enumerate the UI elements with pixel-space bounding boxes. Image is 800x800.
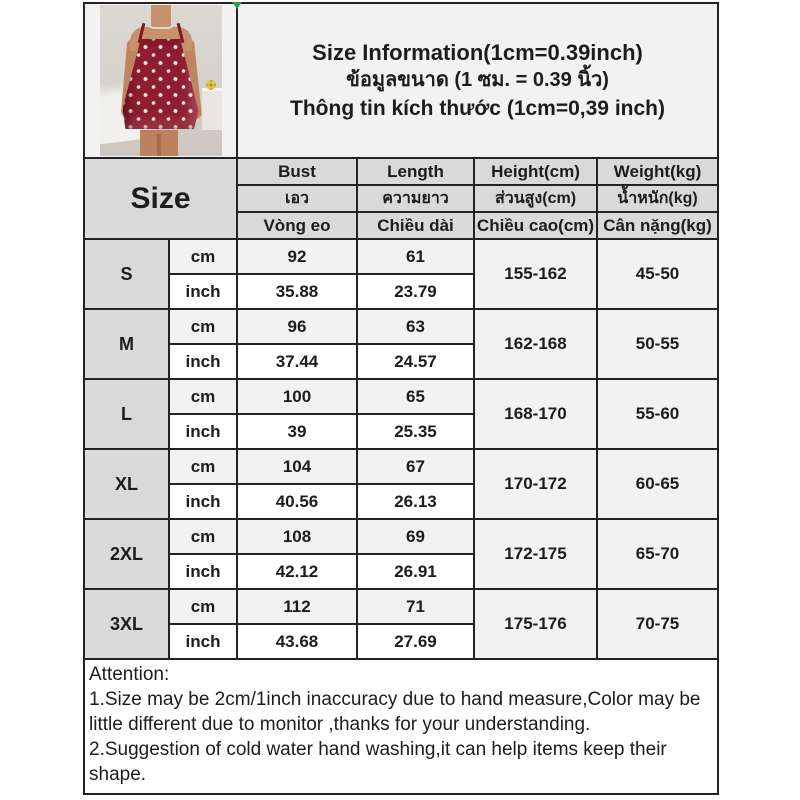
size-cell: XL <box>84 449 169 519</box>
height-range-value: 170-172 <box>474 449 597 519</box>
row-s-cm <box>84 239 718 274</box>
length-inch-value: 27.69 <box>357 624 474 659</box>
unit-cm-label: cm <box>169 449 237 484</box>
bust-header-vi: Vòng eo <box>237 212 357 239</box>
weight-header-th: น้ำหนัก(kg) <box>597 185 718 212</box>
length-inch-value: 24.57 <box>357 344 474 379</box>
height-range-value: 162-168 <box>474 309 597 379</box>
weight-range-value: 45-50 <box>597 239 718 309</box>
model-leg-shadow <box>157 134 161 156</box>
unit-inch-label: inch <box>169 274 237 309</box>
length-inch-value: 26.13 <box>357 484 474 519</box>
length-cm-value: 67 <box>357 449 474 484</box>
row-3xl-cm <box>84 589 718 624</box>
flowers-decoration <box>206 80 216 90</box>
unit-inch-label: inch <box>169 344 237 379</box>
row-m-cm <box>84 309 718 344</box>
length-cm-value: 65 <box>357 379 474 414</box>
height-range-value: 175-176 <box>474 589 597 659</box>
title-thai: ข้อมูลขนาด (1 ซม. = 0.39 นิ้ว) <box>346 69 609 92</box>
attention-heading: Attention: <box>89 664 170 685</box>
length-header-en: Length <box>357 158 474 185</box>
size-chart-sheet <box>83 2 717 795</box>
unit-cm-label: cm <box>169 239 237 274</box>
weight-range-value: 60-65 <box>597 449 718 519</box>
size-column-header: Size <box>84 158 237 239</box>
product-photo <box>100 5 222 156</box>
height-header-vi: Chiều cao(cm) <box>474 212 597 239</box>
height-range-value: 172-175 <box>474 519 597 589</box>
height-range-value: 168-170 <box>474 379 597 449</box>
length-inch-value: 25.35 <box>357 414 474 449</box>
size-cell: L <box>84 379 169 449</box>
weight-range-value: 70-75 <box>597 589 718 659</box>
unit-cm-label: cm <box>169 589 237 624</box>
row-l-cm <box>84 379 718 414</box>
bust-header-en: Bust <box>237 158 357 185</box>
bust-header-th: เอว <box>237 185 357 212</box>
title-vietnamese: Thông tin kích thước (1cm=0,39 inch) <box>290 96 665 120</box>
length-cm-value: 71 <box>357 589 474 624</box>
bust-cm-value: 92 <box>237 239 357 274</box>
unit-cm-label: cm <box>169 309 237 344</box>
bust-cm-value: 108 <box>237 519 357 554</box>
model-necklace <box>147 22 175 29</box>
unit-cm-label: cm <box>169 519 237 554</box>
bust-cm-value: 112 <box>237 589 357 624</box>
unit-cm-label: cm <box>169 379 237 414</box>
unit-inch-label: inch <box>169 484 237 519</box>
length-cm-value: 61 <box>357 239 474 274</box>
bust-inch-value: 40.56 <box>237 484 357 519</box>
attention-note-2: 2.Suggestion of cold water hand washing,it can help items keep their shape. <box>89 739 667 785</box>
height-range-value: 155-162 <box>474 239 597 309</box>
bust-cm-value: 104 <box>237 449 357 484</box>
weight-header-en: Weight(kg) <box>597 158 718 185</box>
unit-inch-label: inch <box>169 414 237 449</box>
length-cm-value: 63 <box>357 309 474 344</box>
size-table <box>83 2 719 795</box>
height-header-th: ส่วนสูง(cm) <box>474 185 597 212</box>
title-row <box>84 3 718 158</box>
weight-range-value: 55-60 <box>597 379 718 449</box>
product-photo-cell <box>84 3 237 158</box>
size-cell: 2XL <box>84 519 169 589</box>
weight-range-value: 50-55 <box>597 309 718 379</box>
title-cell <box>237 3 718 158</box>
row-xl-cm <box>84 449 718 484</box>
nightstand-decoration <box>202 88 222 130</box>
bust-inch-value: 37.44 <box>237 344 357 379</box>
bust-inch-value: 43.68 <box>237 624 357 659</box>
length-inch-value: 23.79 <box>357 274 474 309</box>
size-cell: S <box>84 239 169 309</box>
attention-note-1: 1.Size may be 2cm/1inch inaccuracy due to hand measure,Color may be little different due to monitor ,thanks for your understanding. <box>89 689 701 735</box>
height-header-en: Height(cm) <box>474 158 597 185</box>
length-header-vi: Chiều dài <box>357 212 474 239</box>
attention-row <box>84 659 718 794</box>
size-cell: M <box>84 309 169 379</box>
length-inch-value: 26.91 <box>357 554 474 589</box>
length-cm-value: 69 <box>357 519 474 554</box>
bust-inch-value: 39 <box>237 414 357 449</box>
attention-cell <box>84 659 718 794</box>
bust-cm-value: 100 <box>237 379 357 414</box>
header-row-en <box>84 158 718 185</box>
size-cell: 3XL <box>84 589 169 659</box>
unit-inch-label: inch <box>169 554 237 589</box>
unit-inch-label: inch <box>169 624 237 659</box>
row-2xl-cm <box>84 519 718 554</box>
weight-range-value: 65-70 <box>597 519 718 589</box>
weight-header-vi: Cân nặng(kg) <box>597 212 718 239</box>
length-header-th: ความยาว <box>357 185 474 212</box>
bust-cm-value: 96 <box>237 309 357 344</box>
title-english: Size Information(1cm=0.39inch) <box>312 40 643 66</box>
bust-inch-value: 42.12 <box>237 554 357 589</box>
bust-inch-value: 35.88 <box>237 274 357 309</box>
